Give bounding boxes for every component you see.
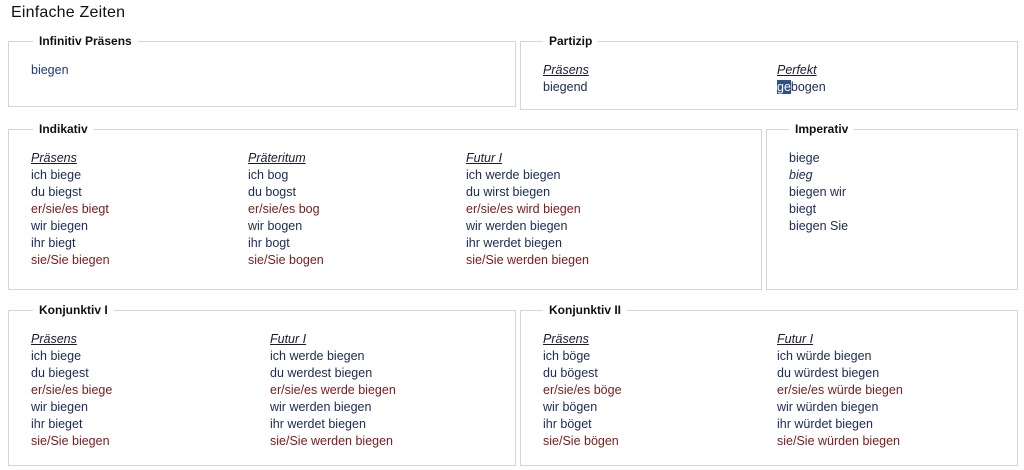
imperativ-legend: Imperativ bbox=[789, 122, 854, 136]
conjugation-line: ihr würdet biegen bbox=[777, 417, 873, 431]
conjugation-line: ihr werdet biegen bbox=[270, 417, 366, 431]
partizip-praesens-label: Präsens bbox=[543, 63, 589, 77]
conjugation-line: ich würde biegen bbox=[777, 349, 872, 363]
conjugation-line: ich werde biegen bbox=[270, 349, 365, 363]
konjunktiv2-legend: Konjunktiv II bbox=[543, 303, 627, 317]
conjugation-line: er/sie/es werde biegen bbox=[270, 383, 396, 397]
conjugation-line: biegen Sie bbox=[789, 219, 849, 233]
infinitiv-box bbox=[8, 34, 516, 107]
conjugation-line: wir bögen bbox=[543, 400, 598, 414]
partizip-praesens-value: biegend bbox=[543, 80, 588, 94]
conjugation-line: sie/Sie bögen bbox=[543, 434, 619, 448]
conjugation-line: er/sie/es böge bbox=[543, 383, 622, 397]
conjugation-line: bieg bbox=[789, 168, 813, 182]
column-header: Präsens bbox=[31, 151, 77, 165]
conjugation-line: er/sie/es würde biegen bbox=[777, 383, 903, 397]
conjugation-line: er/sie/es biege bbox=[31, 383, 113, 397]
conjugation-line: du würdest biegen bbox=[777, 366, 880, 380]
partizip-legend: Partizip bbox=[543, 34, 598, 48]
conjugation-line: sie/Sie biegen bbox=[31, 253, 110, 267]
conjugation-line: wir würden biegen bbox=[777, 400, 879, 414]
column-header: Präsens bbox=[31, 332, 77, 346]
conjugation-line: er/sie/es wird biegen bbox=[466, 202, 581, 216]
conjugation-line: wir biegen bbox=[31, 400, 88, 414]
imperativ-column bbox=[789, 150, 848, 235]
conjugation-line: du bogst bbox=[248, 185, 296, 199]
conjugation-line: sie/Sie würden biegen bbox=[777, 434, 900, 448]
infinitiv-legend: Infinitiv Präsens bbox=[33, 34, 138, 48]
page-title: Einfache Zeiten bbox=[11, 4, 126, 21]
conjugation-line: wir werden biegen bbox=[270, 400, 372, 414]
imperativ-box bbox=[766, 122, 1018, 290]
konjunktiv1-legend: Konjunktiv I bbox=[33, 303, 114, 317]
konjunktiv1-praesens-column bbox=[31, 331, 112, 450]
conjugation-line: biege bbox=[789, 151, 820, 165]
conjugation-line: er/sie/es biegt bbox=[31, 202, 109, 216]
column-header: Präsens bbox=[543, 332, 589, 346]
indikativ-futur-column bbox=[466, 150, 589, 269]
perfekt-rest: bogen bbox=[790, 80, 826, 94]
konjunktiv1-box bbox=[8, 303, 516, 466]
conjugation-line: ihr bogt bbox=[248, 236, 290, 250]
partizip-perfekt-value[interactable] bbox=[777, 79, 826, 96]
konjunktiv2-box bbox=[520, 303, 1018, 466]
indikativ-box bbox=[8, 122, 762, 290]
conjugation-line: ihr bieget bbox=[31, 417, 83, 431]
indikativ-praesens-column bbox=[31, 150, 110, 269]
conjugation-line: er/sie/es bog bbox=[248, 202, 320, 216]
column-header: Futur I bbox=[270, 332, 307, 346]
conjugation-line: biegen wir bbox=[789, 185, 846, 199]
konjunktiv2-praesens-column bbox=[543, 331, 622, 450]
conjugation-line: ihr werdet biegen bbox=[466, 236, 562, 250]
conjugation-line: ihr böget bbox=[543, 417, 592, 431]
konjunktiv1-futur-column bbox=[270, 331, 396, 450]
indikativ-praeteritum-column bbox=[248, 150, 324, 269]
conjugation-line: du wirst biegen bbox=[466, 185, 551, 199]
conjugation-line: du werdest biegen bbox=[270, 366, 373, 380]
partizip-perfekt-label: Perfekt bbox=[777, 63, 817, 77]
conjugation-line: ich werde biegen bbox=[466, 168, 561, 182]
conjugation-line: wir werden biegen bbox=[466, 219, 568, 233]
conjugation-line: sie/Sie werden biegen bbox=[466, 253, 589, 267]
conjugation-line: sie/Sie werden biegen bbox=[270, 434, 393, 448]
indikativ-legend: Indikativ bbox=[33, 122, 94, 136]
conjugation-line: ich bog bbox=[248, 168, 289, 182]
conjugation-line: ich böge bbox=[543, 349, 591, 363]
conjugation-line: wir bogen bbox=[248, 219, 303, 233]
infinitiv-value: biegen bbox=[31, 63, 69, 77]
conjugation-line: biegt bbox=[789, 202, 817, 216]
partizip-box bbox=[520, 34, 1018, 110]
conjugation-line: du biegst bbox=[31, 185, 82, 199]
selected-text[interactable]: ge bbox=[777, 80, 791, 94]
conjugation-line: ihr biegt bbox=[31, 236, 76, 250]
konjunktiv2-futur-column bbox=[777, 331, 903, 450]
column-header: Futur I bbox=[777, 332, 814, 346]
conjugation-line: ich biege bbox=[31, 168, 82, 182]
conjugation-line: sie/Sie bogen bbox=[248, 253, 324, 267]
column-header: Präteritum bbox=[248, 151, 306, 165]
conjugation-line: du biegest bbox=[31, 366, 89, 380]
conjugation-line: wir biegen bbox=[31, 219, 88, 233]
conjugation-line: du bögest bbox=[543, 366, 598, 380]
conjugation-line: ich biege bbox=[31, 349, 82, 363]
conjugation-line: sie/Sie biegen bbox=[31, 434, 110, 448]
column-header: Futur I bbox=[466, 151, 503, 165]
